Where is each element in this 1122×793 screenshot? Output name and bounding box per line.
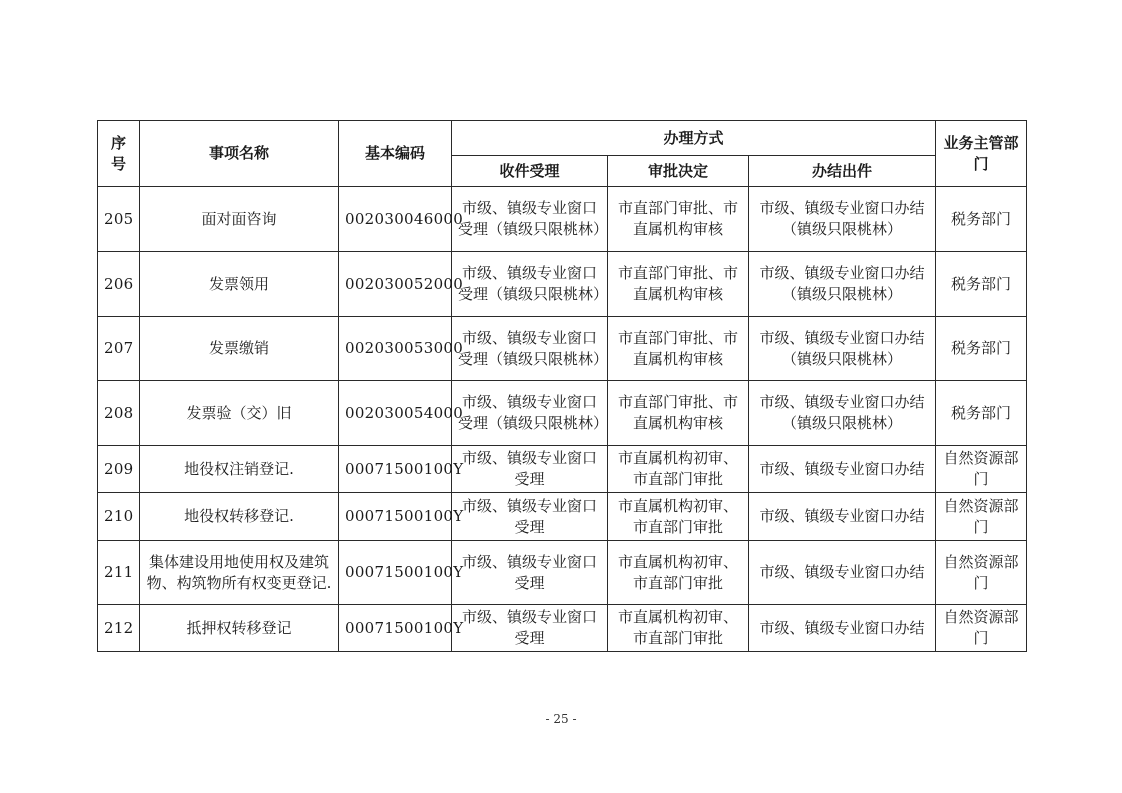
cell-receive: 市级、镇级专业窗口受理 [452, 493, 608, 541]
table-row [98, 493, 1027, 541]
cell-base-code: 00071500100Y [339, 605, 452, 652]
cell-approve: 市直属机构初审、市直部门审批 [608, 605, 749, 652]
cell-issue: 市级、镇级专业窗口办结 [749, 541, 936, 605]
cell-base-code: 002030046000 [339, 187, 452, 252]
cell-approve: 市直部门审批、市直属机构审核 [608, 187, 749, 252]
cell-issue: 市级、镇级专业窗口办结（镇级只限桃林） [749, 187, 936, 252]
cell-seq: 211 [98, 541, 140, 605]
cell-seq: 206 [98, 252, 140, 317]
cell-department: 自然资源部门 [936, 605, 1027, 652]
cell-item-name: 地役权注销登记. [140, 446, 339, 493]
header-receive: 收件受理 [452, 156, 608, 187]
header-approve: 审批决定 [608, 156, 749, 187]
cell-base-code: 00071500100Y [339, 493, 452, 541]
cell-issue: 市级、镇级专业窗口办结（镇级只限桃林） [749, 317, 936, 381]
cell-item-name: 集体建设用地使用权及建筑物、构筑物所有权变更登记. [140, 541, 339, 605]
cell-department: 税务部门 [936, 187, 1027, 252]
cell-base-code: 00071500100Y [339, 446, 452, 493]
service-items-table [97, 120, 1027, 652]
cell-department: 自然资源部门 [936, 446, 1027, 493]
cell-issue: 市级、镇级专业窗口办结（镇级只限桃林） [749, 381, 936, 446]
cell-base-code: 002030052000 [339, 252, 452, 317]
cell-issue: 市级、镇级专业窗口办结 [749, 493, 936, 541]
cell-department: 自然资源部门 [936, 493, 1027, 541]
cell-receive: 市级、镇级专业窗口受理（镇级只限桃林） [452, 252, 608, 317]
cell-base-code: 00071500100Y [339, 541, 452, 605]
table-row [98, 317, 1027, 381]
cell-issue: 市级、镇级专业窗口办结 [749, 605, 936, 652]
cell-seq: 209 [98, 446, 140, 493]
cell-issue: 市级、镇级专业窗口办结（镇级只限桃林） [749, 252, 936, 317]
cell-department: 税务部门 [936, 317, 1027, 381]
cell-approve: 市直部门审批、市直属机构审核 [608, 317, 749, 381]
header-issue: 办结出件 [749, 156, 936, 187]
table-body [98, 187, 1027, 652]
header-handling-method: 办理方式 [452, 121, 936, 156]
cell-approve: 市直属机构初审、市直部门审批 [608, 493, 749, 541]
table-row [98, 446, 1027, 493]
cell-receive: 市级、镇级专业窗口受理（镇级只限桃林） [452, 187, 608, 252]
cell-receive: 市级、镇级专业窗口受理（镇级只限桃林） [452, 381, 608, 446]
table-row [98, 541, 1027, 605]
cell-item-name: 发票缴销 [140, 317, 339, 381]
cell-item-name: 抵押权转移登记 [140, 605, 339, 652]
cell-seq: 208 [98, 381, 140, 446]
cell-item-name: 发票验（交）旧 [140, 381, 339, 446]
cell-seq: 207 [98, 317, 140, 381]
table-row [98, 605, 1027, 652]
header-item-name: 事项名称 [140, 121, 339, 187]
cell-receive: 市级、镇级专业窗口受理（镇级只限桃林） [452, 317, 608, 381]
cell-seq: 212 [98, 605, 140, 652]
cell-approve: 市直属机构初审、市直部门审批 [608, 446, 749, 493]
cell-seq: 205 [98, 187, 140, 252]
header-department: 业务主管部门 [936, 121, 1027, 187]
table-row [98, 252, 1027, 317]
cell-seq: 210 [98, 493, 140, 541]
cell-receive: 市级、镇级专业窗口受理 [452, 605, 608, 652]
page-number: - 25 - [545, 712, 577, 726]
cell-approve: 市直部门审批、市直属机构审核 [608, 252, 749, 317]
cell-approve: 市直属机构初审、市直部门审批 [608, 541, 749, 605]
header-base-code: 基本编码 [339, 121, 452, 187]
cell-department: 税务部门 [936, 381, 1027, 446]
cell-item-name: 发票领用 [140, 252, 339, 317]
cell-base-code: 002030054000 [339, 381, 452, 446]
cell-item-name: 面对面咨询 [140, 187, 339, 252]
cell-receive: 市级、镇级专业窗口受理 [452, 446, 608, 493]
cell-issue: 市级、镇级专业窗口办结 [749, 446, 936, 493]
cell-item-name: 地役权转移登记. [140, 493, 339, 541]
cell-approve: 市直部门审批、市直属机构审核 [608, 381, 749, 446]
cell-department: 税务部门 [936, 252, 1027, 317]
header-seq: 序号 [98, 121, 140, 187]
table-row [98, 381, 1027, 446]
cell-department: 自然资源部门 [936, 541, 1027, 605]
table-row [98, 187, 1027, 252]
cell-base-code: 002030053000 [339, 317, 452, 381]
cell-receive: 市级、镇级专业窗口受理 [452, 541, 608, 605]
